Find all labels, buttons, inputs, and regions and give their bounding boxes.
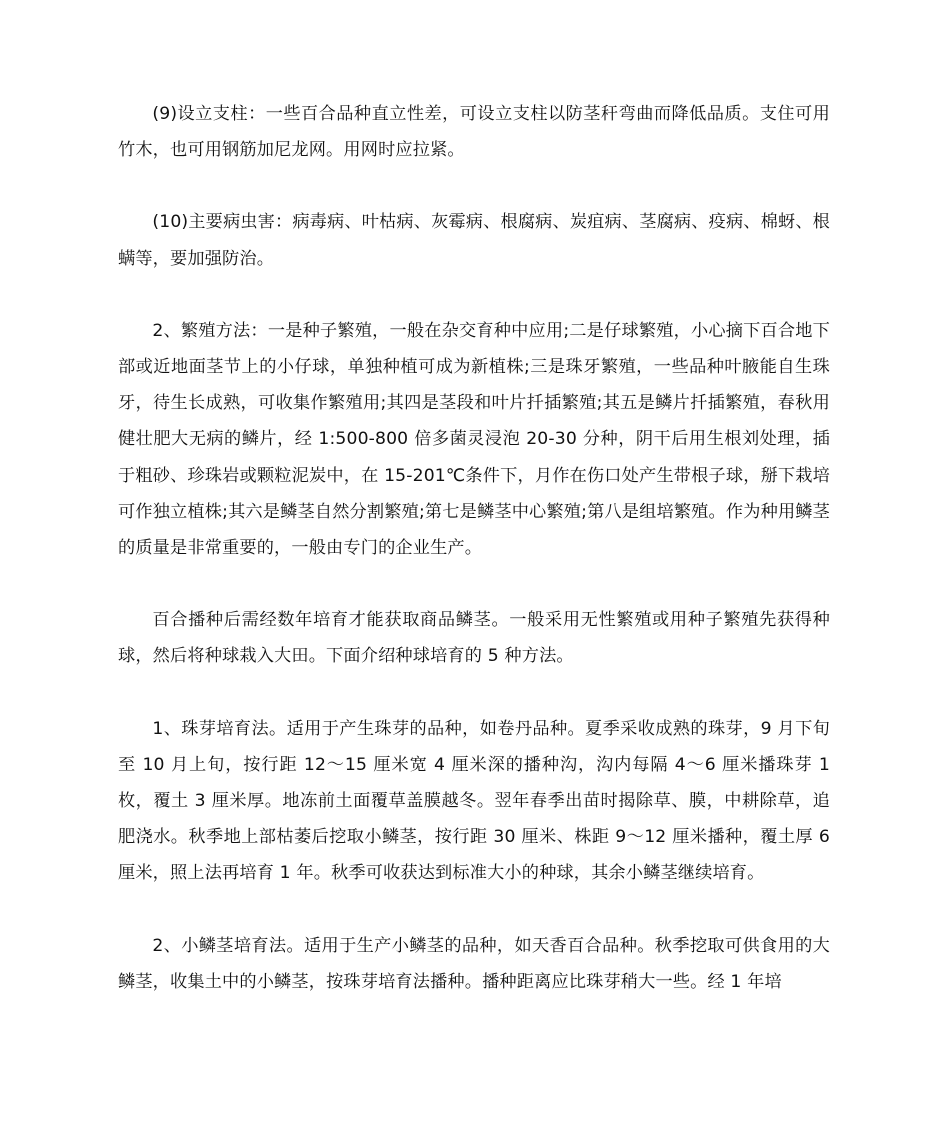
- paragraph-support-stakes: (9)设立支柱：一些百合品种直立性差，可设立支柱以防茎秆弯曲而降低品质。支住可用竹木，也可用钢筋加尼龙网。用网时应拉紧。: [118, 104, 830, 161]
- paragraph-propagation-methods: 2、繁殖方法：一是种子繁殖，一般在杂交育种中应用;二是仔球繁殖，小心摘下百合地下部或近地面茎节上的小仔球，单独种植可成为新植株;三是珠牙繁殖，一些品种叶腋能自生珠牙，待生长成熟，可收集作繁殖用;其四是茎段和叶片扦插繁殖;其五是鳞片扦插繁殖，春秋用健壮肥大无病的鳞片，经 1:500-800 倍多菌灵浸泡 20-30 分种，阴干后用生根刘处理，插于粗砂、珍珠岩或颗粒泥炭中，在 15-201℃条件下，月作在伤口处产生带根子球，掰下栽培可作独立植株;其六是鳞茎自然分割繁殖;第七是鳞茎中心繁殖;第八是组培繁殖。作为种用鳞茎的质量是非常重要的，一般由专门的企业生产。: [118, 320, 830, 559]
- document-body: [118, 96, 830, 1036]
- paragraph-pests-diseases: (10)主要病虫害：病毒病、叶枯病、灰霉病、根腐病、炭疽病、茎腐病、疫病、棉蚜、根螨等，要加强防治。: [118, 212, 830, 269]
- paragraph-bulb-cultivation-intro: 百合播种后需经数年培育才能获取商品鳞茎。一般采用无性繁殖或用种子繁殖先获得种球，然后将种球栽入大田。下面介绍种球培育的 5 种方法。: [118, 610, 830, 667]
- paragraph-small-bulb-method: 2、小鳞茎培育法。适用于生产小鳞茎的品种，如天香百合品种。秋季挖取可供食用的大鳞茎，收集土中的小鳞茎，按珠芽培育法播种。播种距离应比珠芽稍大一些。经 1 年培: [118, 935, 830, 992]
- paragraph-bulbil-method: 1、珠芽培育法。适用于产生珠芽的品种，如卷丹品种。夏季采收成熟的珠芽，9 月下旬至 10 月上旬，按行距 12～15 厘米宽 4 厘米深的播种沟，沟内每隔 4～6 厘米播珠芽 1 枚，覆土 3 厘米厚。地冻前土面覆草盖膜越冬。翌年春季出苗时揭除草、膜，中耕除草，追肥浇水。秋季地上部枯萎后挖取小鳞茎，按行距 30 厘米、株距 9～12 厘米播种，覆土厚 6 厘米，照上法再培育 1 年。秋季可收获达到标准大小的种球，其余小鳞茎继续培育。: [118, 718, 830, 884]
